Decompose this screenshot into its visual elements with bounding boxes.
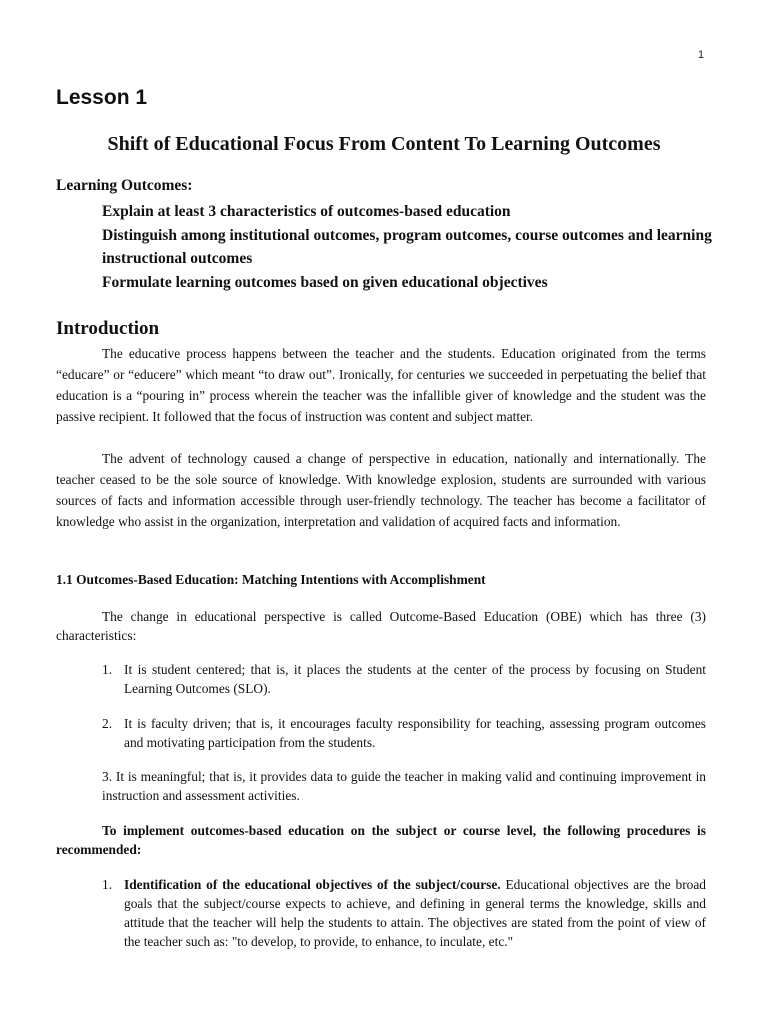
learning-outcomes-heading: Learning Outcomes: [56,177,193,194]
page-title: Shift of Educational Focus From Content To Learning Outcomes [107,133,661,155]
item-text: It is student centered; that is, it places the students at the center of the process by focusing on Student Learning Outcomes (SLO). [124,662,706,696]
learning-outcomes-list [102,200,722,294]
procedure-item [102,875,706,951]
page-number: 1 [698,49,705,61]
section-heading: 1.1 Outcomes-Based Education: Matching Intentions with Accomplishment [56,572,486,587]
item-text: It is faculty driven; that is, it encourages faculty responsibility for teaching, assessing program outcomes and motivating participation from the students. [124,716,706,750]
item-number: 1. [102,877,113,892]
procedure-lead: Identification of the educational objectives of the subject/course. [124,877,501,892]
lesson-label: Lesson 1 [56,86,148,109]
introduction-heading: Introduction [56,318,160,339]
item-text: It is meaningful; that is, it provides data to guide the teacher in making valid and continuing improvement in instruction and assessment activities. [102,769,706,803]
item-number: 1. [102,662,113,677]
introduction-paragraph: The educative process happens between the teacher and the students. Education originated from the terms “educare” or “educere” which meant “to draw out”. Ironically, for centuries we succeeded in perpetuating the belief that education is a “pouring in” process wherein the teacher was the infallible giver of knowledge and the student was the passive recipient. It followed that the focus of instruction was content and subject matter. [56,346,706,424]
characteristic-item [102,660,706,698]
introduction-paragraph: The advent of technology caused a change of perspective in education, nationally and internationally. The teacher ceased to be the sole source of knowledge. With knowledge explosion, students are surrounded with various sources of facts and information accessible through user-friendly technology. The teacher has become a facilitator of knowledge who assist in the organization, interpretation and validation of acquired facts and information. [56,451,706,529]
item-number: 2. [102,716,113,731]
procedures-intro: To implement outcomes-based education on the subject or course level, the following procedures is recommended: [56,823,706,857]
learning-outcome-item: Distinguish among institutional outcomes, program outcomes, course outcomes and learning instructional outcomes [102,226,712,267]
section-intro-paragraph: The change in educational perspective is called Outcome-Based Education (OBE) which has three (3) characteristics: [56,609,706,643]
procedure-text: Educational objectives are the broad goals that the subject/course expects to achieve, and defining in general terms the knowledge, skills and attitude that the teacher will help the students to attain. The objectives are stated from the point of view of the teacher such as: "to develop, to provide, to enhance, to inculate, etc." [124,877,706,949]
characteristic-item [102,714,706,752]
characteristic-item [102,767,706,805]
item-number: 3. [102,769,113,784]
learning-outcome-item: Formulate learning outcomes based on given educational objectives [102,273,548,291]
learning-outcome-item: Explain at least 3 characteristics of outcomes-based education [102,203,511,220]
